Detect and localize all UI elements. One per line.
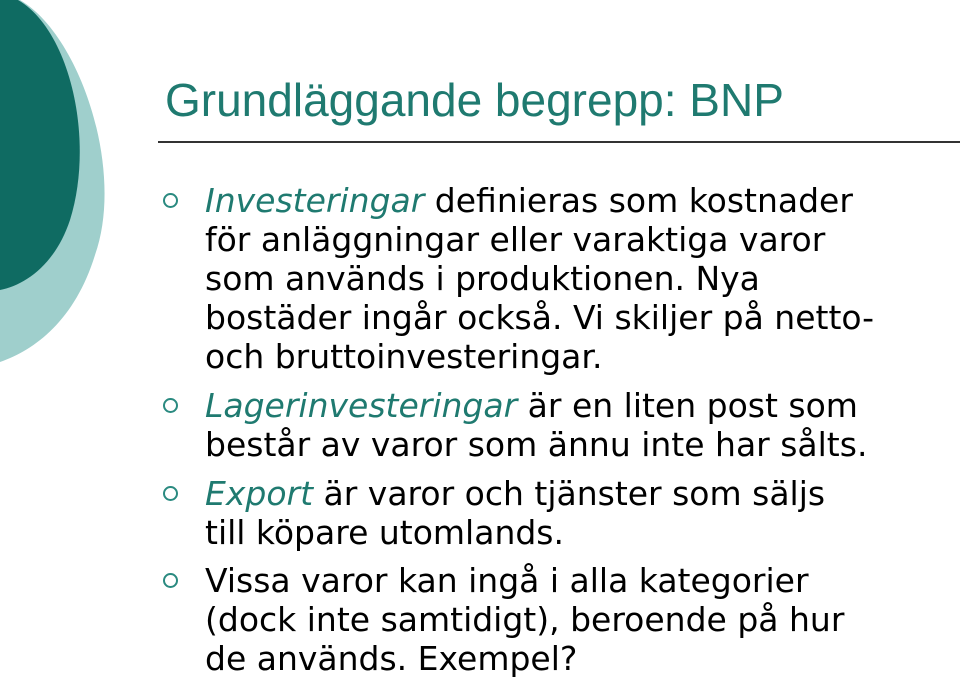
bullet-item-export [205,474,957,552]
bullet-text-line: är varor och tjänster som säljs [313,474,826,513]
title-divider [158,141,960,143]
bullet-icon [163,573,178,588]
corner-decoration [0,0,120,380]
bullet-text-line: och bruttoinvesteringar. [205,337,603,376]
term-export: Export [205,474,314,513]
term-investeringar: Investeringar [205,181,425,220]
bullet-text-line: bostäder ingår också. Vi skiljer på netto- [205,298,875,337]
slide-title: Grundläggande begrepp: BNP [165,74,784,126]
bullet-text-line: till köpare utomlands. [205,513,564,552]
bullet-text-line: består av varor som ännu inte har sålts. [205,425,868,464]
bullet-text-line: definieras som kostnader [424,181,853,220]
bullet-text-line: är en liten post som [517,386,858,425]
term-lagerinvesteringar: Lagerinvesteringar [205,386,518,425]
bullet-item-lagerinvesteringar [205,386,957,464]
bullet-text-line: för anläggningar eller varaktiga varor [205,220,826,259]
bullet-icon [163,486,178,501]
bullet-item-vissa-varor [205,561,957,678]
bullet-text-line: Vissa varor kan ingå i alla kategorier [205,561,809,600]
bullet-text-line: som används i produktionen. Nya [205,259,760,298]
bullet-text-line: (dock inte samtidigt), beroende på hur [205,600,845,639]
bullet-icon [163,193,178,208]
bullet-text-line: de används. Exempel? [205,639,578,678]
bullet-icon [163,398,178,413]
bullet-item-investeringar [205,181,957,376]
